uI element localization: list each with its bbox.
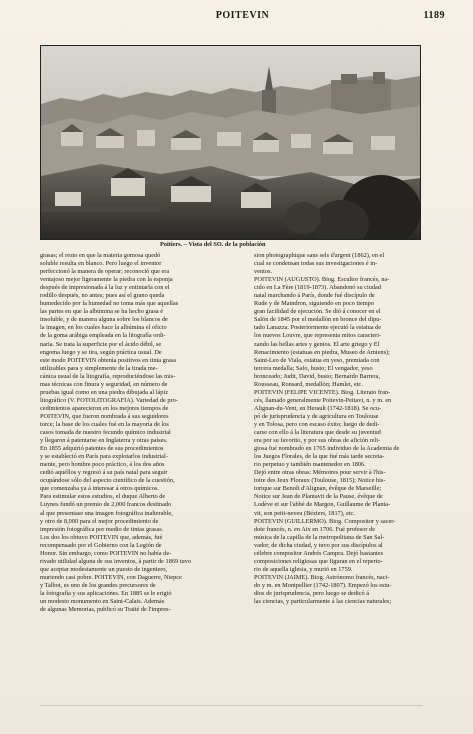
text-line: Rude y de Maindron, siguiendo en poco tiempo	[254, 300, 374, 308]
text-line: Salón de 1845 por el medallón en bronce del dipu-	[254, 316, 382, 324]
text-line: las ciencias, y particularmente á las ciencias naturales;	[254, 598, 392, 606]
text-line: zando las bellas artes y genios. El arte griego y El	[254, 340, 380, 348]
text-line: utilizables para y simplemente de la tirada me-	[40, 364, 158, 372]
text-line: tado Lanazza. Posteriormente ejecutó la estatua de	[254, 324, 382, 332]
running-header	[40, 10, 445, 28]
text-line: impresión fotográfica por medio de tintas grasas.	[40, 525, 164, 533]
text-line: POITEVIN (AUGUSTO). Biog. Escultor francés, na-	[254, 276, 390, 284]
text-line: Los dos los obtuvo POITEVIN que, además, fué	[40, 533, 163, 541]
text-line: POITEVIN (JAIME). Biog. Astrónomo francés, naci-	[254, 573, 390, 581]
text-line: do y m. en Montpellier (1742-1807). Empezó los estu-	[254, 581, 392, 589]
text-line: dote francés, n. en Aix en 1706. Fué profesor de	[254, 525, 376, 533]
text-line: que comenzaba ya á interesar á otros químicos.	[40, 485, 159, 493]
text-line: pruebas igual como en una piedra dibujada al lápiz	[40, 388, 168, 396]
page-header-title: POITEVIN	[215, 10, 270, 21]
text-line: y llegaron á patentarse en Inglaterra y otras países.	[40, 437, 168, 445]
text-line: sion photographique sans sels d'argent (1862), en el	[254, 252, 385, 259]
text-line: este modo POITEVIN obtenía positivos en tinta grasa	[40, 356, 176, 364]
text-line: mente, pero hombre poco práctico, á los dos años	[40, 461, 165, 469]
text-line: bronceado; Judit, David, busto; Bernardo Barrera,	[254, 372, 380, 380]
text-line: Renacimiento (estatuas en piedra, Museo de Amiens);	[254, 348, 390, 356]
text-line: Saint-Leo de Viala, estatua en yeso, premiada con	[254, 356, 380, 364]
text-line: litográfico (V. FOTOLITOGRAFÍA). Variedad de pro-	[40, 396, 178, 404]
text-line: cánica usual de la litografía, reproduciéndose las mis-	[40, 372, 176, 380]
text-line: pó de jurisprudencia y de agricultura en Toulouse	[254, 412, 379, 420]
text-line: cedió aquéllos y regresó á su país natal para seguir	[40, 469, 168, 477]
text-line: al que presentase una imagen fotográfica inalterable,	[40, 509, 173, 517]
text-line: ventajoso mejor ligeramente la piedra con la esponja	[40, 276, 173, 284]
text-line: de la goma arábiga empleada en la litografía ordi-	[40, 332, 166, 340]
text-line: que aceptar modestamente un puesto de ingeniero,	[40, 565, 168, 573]
figure-caption: Poitiers. – Vista del SO. de la población	[160, 241, 266, 248]
text-line: rodillo después, no antes; pues así el grano queda	[40, 292, 165, 300]
text-line: y Talbot, es uno de los grandes precursores de	[40, 581, 156, 589]
text-line: la fotografía y sus aplicaciones. En 1885 se le erigió	[40, 589, 172, 597]
text-line: soluble resulta en blanco. Pero luego el inventor	[40, 260, 162, 268]
text-line: cedimientos aparecieron en los mejores tiempos de	[40, 404, 169, 412]
text-line: de algunas Memorias, publicó su Traité de l'impres-	[40, 606, 171, 614]
text-line: naria. Se trata la superficie por el ácido débil, se	[40, 340, 162, 348]
text-line: tercera medalla; Safo, busto; El vengador, yeso	[254, 364, 373, 372]
text-line: Para estimular estos estudios, el duque Alberto de	[40, 493, 166, 501]
text-line: cido en La Fère (1819-1873). Abandonó su ciudad	[254, 284, 381, 292]
text-line: toire des Jeux Floraux (Toulouse, 1815); Notice his-	[254, 477, 386, 485]
bottom-divider	[40, 705, 423, 706]
text-line: los Juegos Florales, de la que fué más tarde secreta-	[254, 453, 385, 461]
text-line: carse con ello á la literatura que desde su juventud	[254, 429, 381, 437]
text-line: giosa fué nombrado en 1765 individuo de la Academia de	[254, 445, 400, 453]
text-line: recompensado por el Gobierno con la Legión de	[40, 541, 162, 549]
text-line: En 1855 adquirió patentes de sus procedimientos	[40, 445, 164, 453]
text-line: casos tomada de nuestro fecundo químico industrial	[40, 429, 171, 437]
text-line: natal marchando á París, donde fué discípulo de	[254, 292, 375, 300]
text-line: Luynes fundó un premio de 2,000 francos destinado	[40, 501, 172, 509]
text-line: un modesto monumento en Saint-Calais. Además	[40, 598, 165, 606]
text-line: POITEVIN (FELIPE VICENTE). Biog. Literato fran-	[254, 388, 391, 396]
text-line: vit, son petit-neveu (Béziers, 1817), etc.	[254, 509, 355, 517]
text-line: dios de jurisprudencia, pero luego se dedicó á	[254, 589, 370, 597]
text-line: era por su favorito, y por sus obras de afición reli-	[254, 437, 381, 445]
text-line: mas técnicas con finura y seguridad, en número de	[40, 380, 168, 388]
left-text-column	[40, 252, 248, 614]
city-photograph	[40, 45, 421, 240]
text-line: ventos.	[254, 268, 273, 276]
text-line: y se estableció en París para explotarlos industrial-	[40, 453, 168, 461]
text-line: música de la capilla de la metropolitana de San Sal-	[254, 533, 385, 541]
text-line: Dejó entre otras obras: Mémoires pour servir à l'his-	[254, 469, 386, 477]
text-line: torce; la base de los cuales fué en la mayoría de los	[40, 420, 169, 428]
text-line: engoma luego y se tira, según práctica usual. De	[40, 348, 162, 356]
text-line: Alignan-du-Vent, en Herault (1742-1818). Se ocu-	[254, 404, 382, 412]
text-line: rivado utilidad alguna de sus inventos, á partir de 1869 tuvo	[40, 557, 191, 565]
text-line: Honor. Sin embargo, como POITEVIN no había de-	[40, 549, 172, 557]
text-line: torique sur Benoît d'Alignan, évêque de Marseille;	[254, 485, 382, 493]
text-line: rio de aquella iglesia, y murió en 1759.	[254, 565, 353, 573]
text-line: Notice sur Jean de Plantavit de la Pause, évêque de	[254, 493, 383, 501]
text-line: los nuevos Louvre, que representa mitos caracteri-	[254, 332, 382, 340]
text-line: vador, de dicha ciudad, y tuvo por sus discípulos al	[254, 541, 383, 549]
text-line: rio perpetuo y también mantenedor en 1806.	[254, 461, 366, 469]
text-line: célebre compositor Andrés Campra. Dejó bastantes	[254, 549, 384, 557]
text-line: humedecido por la humedad no toma más que aquellas	[40, 300, 179, 308]
text-line: Lodève et sur l'abbé de Margon, Guillaume de Planta-	[254, 501, 391, 509]
text-line: la imagen, en los cuales hace la albúmina el oficio	[40, 324, 167, 332]
text-line: Rousseau, Ronsard, medallón; Hamlet, etc.	[254, 380, 363, 388]
text-line: ocupándose sólo del aspecto científico de la cuestión,	[40, 477, 175, 485]
text-line: gran facilidad de ejecución. Se dió á conocer en el	[254, 308, 381, 316]
photograph-illustration	[41, 46, 420, 239]
text-line: POITEVIN, que fueron nombrada á sus seguidores	[40, 412, 169, 420]
text-line: POITEVIN (GUILLERMO). Biog. Compositor y sacer-	[254, 517, 396, 525]
text-line: grasas; el resto en que la materia gomosa quedó	[40, 252, 161, 259]
text-line: las partes en que la albúmina se ha hecho grasa é	[40, 308, 164, 316]
text-line: y en Tolosa, pero con escaso éxito; luego de dedi-	[254, 420, 380, 428]
text-line: y otro de 8,000 para el mejor procedimiento de	[40, 517, 159, 525]
text-line: después de impresionada á la luz y entintarla con el	[40, 284, 170, 292]
right-text-column	[254, 252, 423, 606]
text-line: perfeccionó la manera de operar; reconoció que era	[40, 268, 170, 276]
text-line: insoluble, y de manera alguna sobre los blancos de	[40, 316, 168, 324]
text-line: composiciones religiosas que figuran en el reperto-	[254, 557, 383, 565]
text-line: cés, llamado generalmente Poitevin-Peitavi, n. y m. en	[254, 396, 392, 404]
text-line: muriendo casi pobre. POITEVIN, con Daguerre, Niepce	[40, 573, 182, 581]
page-number: 1189	[423, 10, 445, 21]
text-line: cual se condensan todas sus investigaciones é in-	[254, 260, 378, 268]
